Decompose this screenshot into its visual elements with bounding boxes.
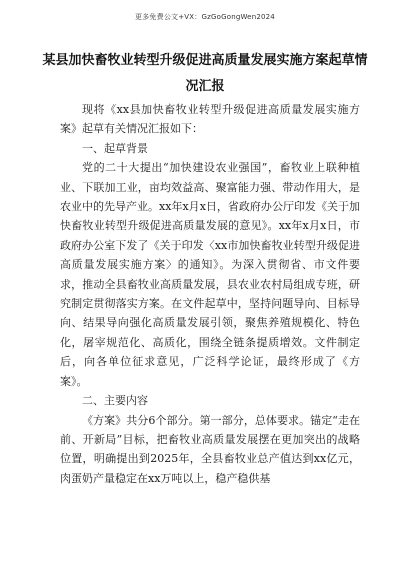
intro-paragraph: 现将《xx县加快畜牧业转型升级促进高质量发展实施方案》起草有关情况汇报如下： — [60, 103, 360, 136]
document-body — [60, 100, 360, 488]
header-note: 更多免费公文+VX：GzGoGongWen2024 — [135, 13, 275, 21]
document-title: 某县加快畜牧业转型升级促进高质量发展实施方案起草情况汇报 — [42, 53, 368, 94]
section-heading-main-content: 二、主要内容 — [82, 394, 148, 408]
main-content-paragraph: 《方案》共分6个部分。第一部分，总体要求。锚定“走在前、开新局”目标，把畜牧业高质量发展摆在更加突出的战略位置，明确提出到2025年，全县畜牧业总产值达到xx亿元，肉蛋奶产量稳定在xx万吨以上，稳产稳供基 — [60, 413, 360, 485]
section-heading-background: 一、起草背景 — [82, 141, 148, 155]
background-paragraph: 党的二十大提出“加快建设农业强国”，畜牧业上联种植业、下联加工业，亩均效益高、聚富能力强、带动作用大，是农业中的先导产业。xx年x月x日，省政府办公厅印发《关于加快畜牧业转型升级促进高质量发展的意见》。xx年x月x日，市政府办公室下发了《关于印发〈xx市加快畜牧业转型升级促进高质量发展实施方案〉的通知》。为深入贯彻省、市文件要求，推动全县畜牧业高质量发展，县农业农村局组成专班，研究制定贯彻落实方案。在文件起草中，坚持问题导向、目标导向、结果导向强化高质量发展引领，聚焦养殖规模化、特色化，屠宰规范化、高质化，围绕全链条提质增效。文件制定后，向各单位征求意见，广泛科学论证，最终形成了《方案》。 — [60, 161, 360, 388]
